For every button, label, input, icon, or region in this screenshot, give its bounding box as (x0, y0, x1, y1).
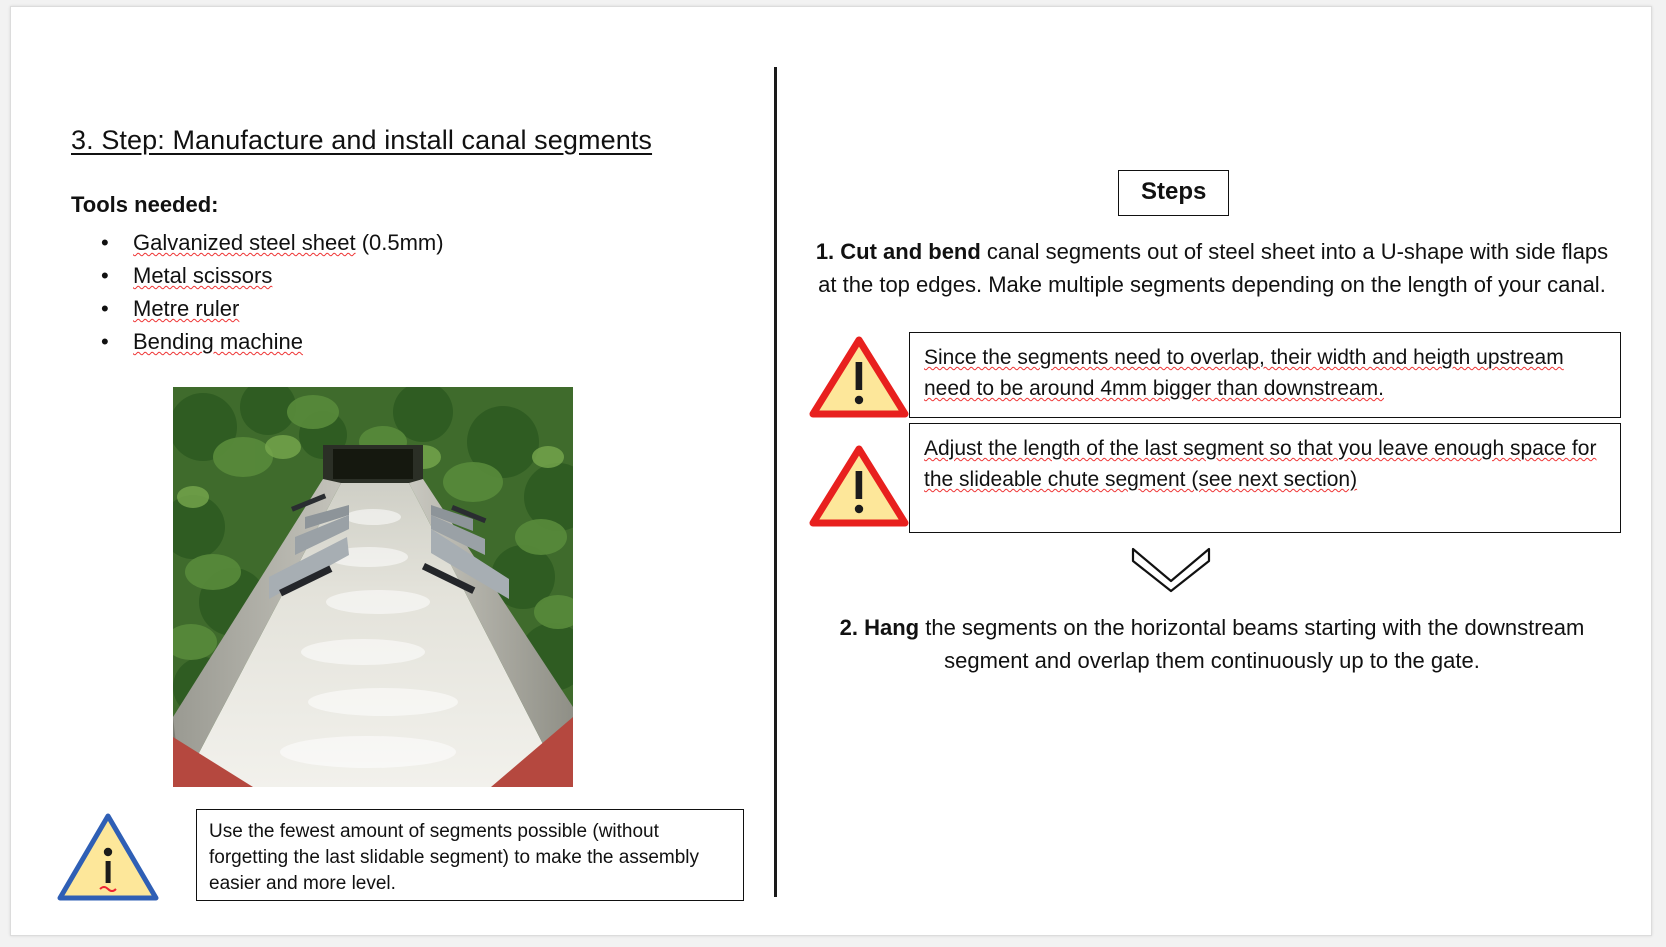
warning-triangle-icon (809, 336, 909, 418)
column-divider (774, 67, 777, 897)
list-item (133, 292, 751, 325)
info-callout (56, 812, 746, 907)
step-1-paragraph (807, 235, 1617, 301)
step-2-text: the segments on the horizontal beams starting with the downstream segment and overlap them continuously up to the gate. (919, 615, 1585, 673)
warning-box-1 (909, 332, 1621, 418)
step-1-text: canal segments out of steel sheet into a U-shape with side flaps at the top edges. Make multiple segments depending on the length of your canal. (818, 239, 1609, 297)
right-column (801, 7, 1641, 935)
tool-suffix: (0.5mm) (355, 230, 444, 255)
info-note-box (196, 809, 744, 901)
warning-text-1: Since the segments need to overlap, their width and heigth upstream need to be around 4mm bigger than downstream. (924, 346, 1564, 400)
canal-photo (173, 387, 573, 787)
tool-name: Metre ruler (133, 296, 240, 321)
list-item (133, 325, 751, 358)
warning-text-2: Adjust the length of the last segment so that you leave enough space for the slideable chute segment (see next section) (924, 437, 1597, 491)
step-2-strong: 2. Hang (839, 615, 920, 640)
left-column (71, 125, 751, 358)
page-title: 3. Step: Manufacture and install canal segments (71, 125, 653, 155)
list-item (133, 259, 751, 292)
warning-box-2 (909, 423, 1621, 533)
info-note-text: Use the fewest amount of segments possible (without forgetting the last slidable segment) to make the assembly easier and more level. (209, 821, 700, 894)
chevron-down-icon (1131, 547, 1211, 593)
warning-triangle-icon (809, 445, 909, 527)
tool-name: Metal scissors (133, 263, 273, 288)
step-1-strong: 1. Cut and bend (815, 239, 981, 264)
tool-name: Bending machine (133, 329, 304, 354)
list-item (133, 226, 751, 259)
tools-needed-label: Tools needed: (71, 192, 219, 217)
tool-name: Galvanized steel sheet (133, 230, 356, 255)
steps-badge: Steps (1118, 170, 1229, 216)
tools-list (71, 226, 751, 358)
info-triangle-icon (56, 812, 160, 902)
slide-canvas (10, 6, 1652, 936)
step-2-paragraph (807, 611, 1617, 677)
